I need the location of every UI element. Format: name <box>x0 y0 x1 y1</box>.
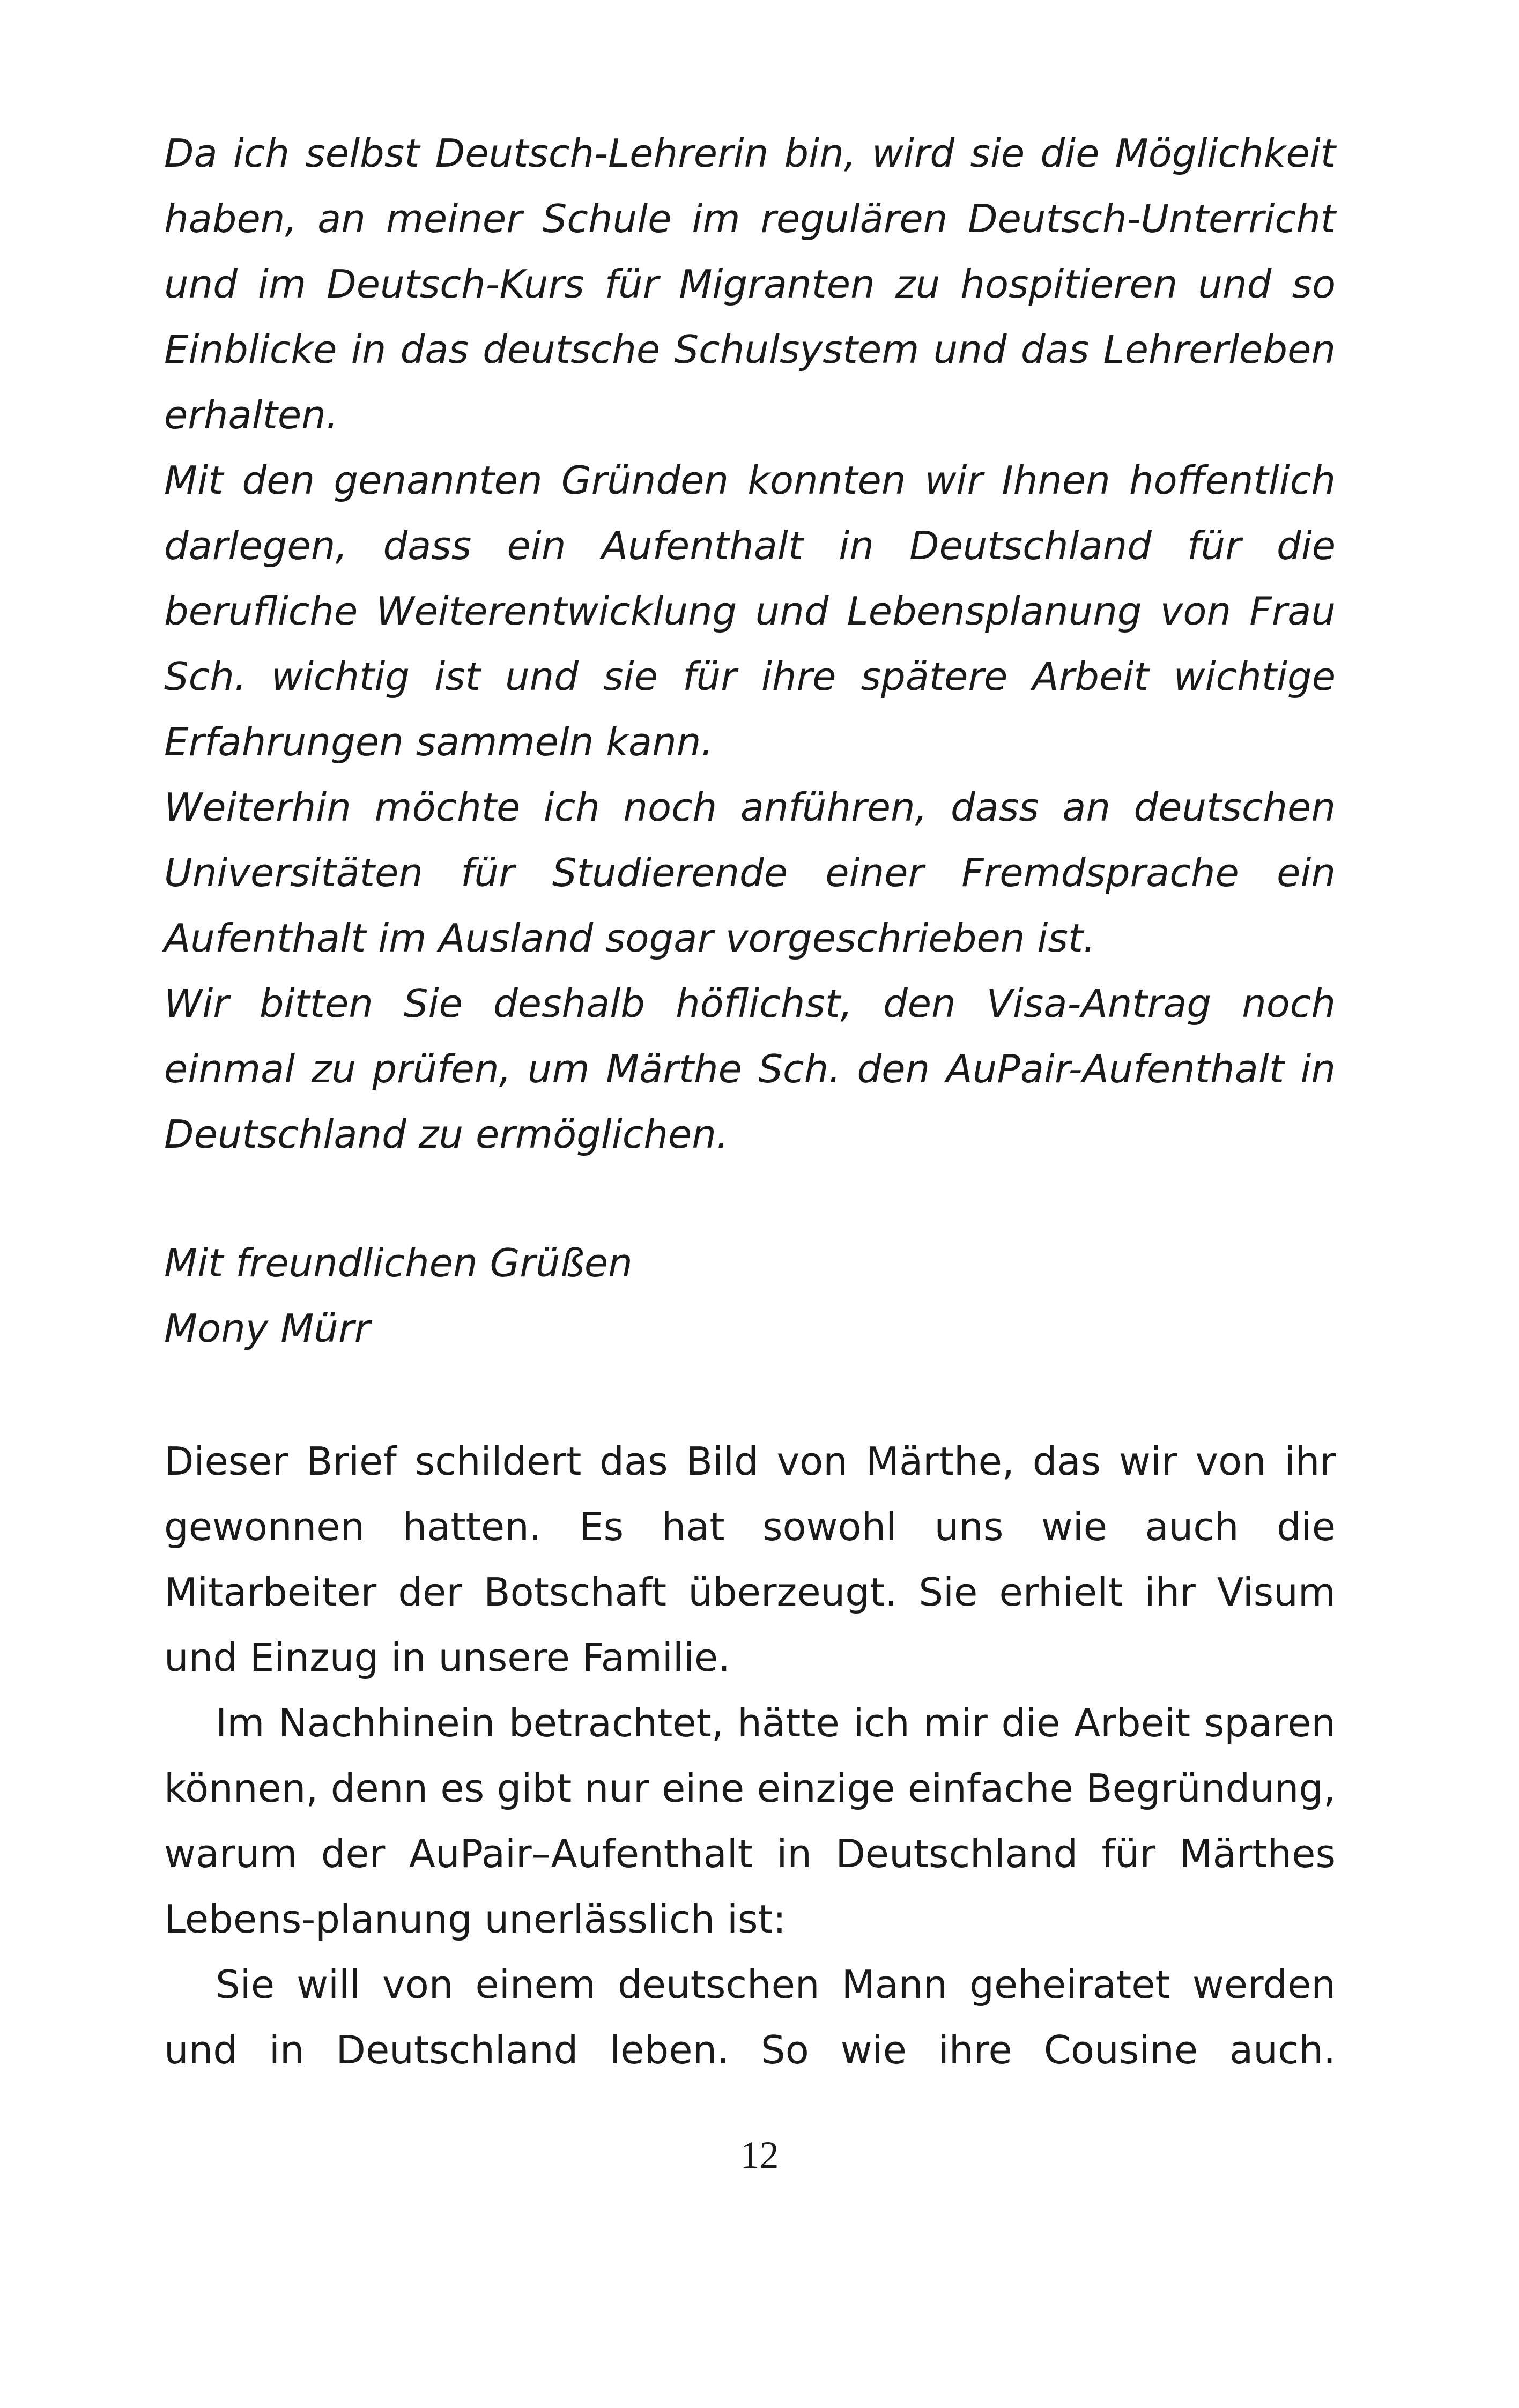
letter-body <box>164 121 1336 1167</box>
page-number: 12 <box>740 2134 779 2176</box>
letter-paragraph: Da ich selbst Deutsch-Lehrerin bin, wird sie die Möglichkeit haben, an meiner Schule im regulären Deutsch-Unterricht und im Deutsch-Kurs für Migranten zu hospitieren und so Einblicke in das deutsche Schulsystem und das Lehrerleben erhalten. <box>164 131 1336 437</box>
letter-paragraph: Weiterhin möchte ich noch anführen, dass an deutschen Universitäten für Studierende einer Fremdsprache ein Aufenthalt im Ausland sogar vorgeschrieben ist. <box>164 785 1336 961</box>
letter-closing-block <box>164 1230 1336 1361</box>
narrative-body <box>164 1429 1336 2083</box>
letter-paragraph: Mit den genannten Gründen konnten wir Ihnen hoffentlich darlegen, dass ein Aufenthalt in Deutschland für die berufliche Weiterentwicklung und Lebensplanung von Frau Sch. wichtig ist und sie für ihre spätere Arbeit wichtige Erfahrungen sammeln kann. <box>164 458 1336 764</box>
narrative-paragraph: Dieser Brief schildert das Bild von Märthe, das wir von ihr gewonnen hatten. Es hat sowohl uns wie auch die Mitarbeiter der Botschaft überzeugt. Sie erhielt ihr Visum und Einzug in unsere Familie. <box>164 1439 1336 1680</box>
narrative-paragraph: Im Nachhinein betrachtet, hätte ich mir die Arbeit sparen können, denn es gibt nur eine einzige einfache Begründung, warum der AuPair–Aufenthalt in Deutschland für Märthes Lebens-planung unerlässlich ist: <box>164 1700 1336 1942</box>
letter-paragraph: Wir bitten Sie deshalb höflichst, den Visa-Antrag noch einmal zu prüfen, um Märthe Sch. den AuPair-Aufenthalt in Deutschland zu ermöglichen. <box>164 981 1336 1157</box>
letter-signature: Mony Mürr <box>164 1306 371 1351</box>
narrative-paragraph: Sie will von einem deutschen Mann geheiratet werden und in Deutschland leben. So wie ihre Cousine auch. <box>164 1962 1336 2072</box>
letter-closing: Mit freundlichen Grüßen <box>164 1240 633 1285</box>
